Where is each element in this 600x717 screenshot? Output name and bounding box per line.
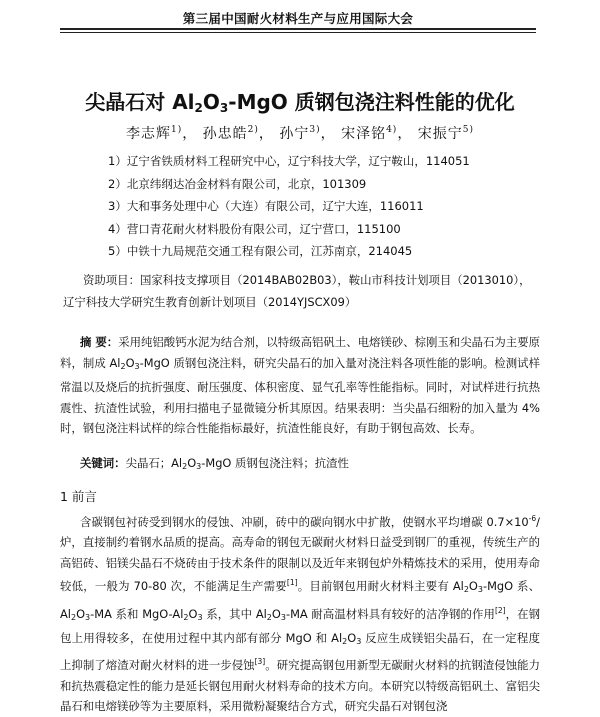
author-name: 宋泽铭 [341, 126, 387, 142]
abstract [60, 332, 540, 439]
body-text: -MgO 系、Al [60, 579, 540, 621]
body-subscript: 2 [183, 612, 189, 622]
abstract-text: 采用纯铝酸钙水泥为结合剂，以特级高铝矾土、电熔镁砂、棕刚玉和尖晶石为主要原料，制成 Al [60, 335, 540, 370]
body-subscript: 2 [463, 585, 469, 595]
citation-ref: [2] [494, 605, 506, 615]
body-text: O [347, 631, 357, 646]
body-subscript: 2 [70, 612, 77, 622]
abstract-text: O [125, 355, 135, 370]
affiliation-item: 2）北京纬纲达冶金材料有限公司，北京，101309 [108, 176, 367, 191]
body-text: O [271, 606, 281, 621]
body-text: ，在钢包上用得较多，在使用过程中其内部有部分 MgO 和 Al [60, 606, 540, 646]
body-subscript: 3 [356, 637, 362, 647]
affiliation-item: 3）大和事务处理中心（大连）有限公司，辽宁大连，116011 [108, 199, 424, 214]
header-rule-thin [60, 32, 536, 33]
body-text: O [188, 606, 198, 621]
author-mark: 1) [170, 125, 183, 135]
citation-ref: [1] [286, 578, 298, 588]
keywords-label: 关键词： [80, 456, 126, 470]
body-superscript: -6 [528, 514, 537, 523]
header-rule-thick [60, 28, 536, 30]
author-separator: ， [182, 126, 198, 142]
title-part: O [202, 90, 220, 115]
author-mark: 4) [386, 125, 398, 135]
author-mark: 5) [462, 125, 475, 135]
author-list [40, 120, 560, 144]
body-text: 反应生成镁铝尖晶石，在一定程度上抑制了熔渣对耐火材料的进一步侵蚀 [60, 631, 540, 673]
keyword-subscript: 3 [196, 462, 202, 471]
body-subscript: 3 [477, 585, 483, 595]
abstract-subscript: 2 [120, 361, 126, 371]
section-body [60, 509, 540, 717]
citation-ref: [3] [254, 657, 266, 667]
body-text: -MA 系和 MgO-Al [90, 606, 184, 621]
body-subscript: 3 [280, 612, 286, 622]
body-text: -MA 耐高温材料具有较好的洁净钢的作用 [285, 606, 495, 621]
title-part: 尖晶石对 Al [85, 90, 195, 115]
author-separator: ， [258, 126, 274, 142]
keywords [80, 454, 540, 476]
author-name: 孙忠皓 [202, 126, 248, 142]
abstract-text: -MgO 质钢包浇注料，研究尖晶石的加入量对浇注料各项性能的影响。检测试样常温以及烧后的抗折强度、耐压强度、体积密度、显气孔率等性能指标。同时，对试样进行抗热震性、抗渣性试验，利用扫描电子显微镜分析其原因。结果表明：当尖晶石细粉的加入量为 4%时，钢包浇注料试样的综合性能指标最好，抗渣性能良好，有助于钢包高效、长寿。 [60, 355, 541, 435]
author-name: 李志辉 [125, 126, 171, 142]
title-subscript: 3 [219, 101, 229, 116]
keyword-text: -MgO 质钢包浇注料；抗渣性 [201, 456, 349, 470]
body-subscript: 2 [342, 637, 348, 647]
body-text: /炉，直接制约着钢水品质的提高。高寿命的钢包无碳耐火材料日益受到钢厂的重视，传统生产的高铝砖、铝镁尖晶石不烧砖由于技术条件的限制以及近年来钢包炉外精炼技术的采用，使用寿命较低，一般为 70-80 次，不能满足生产需要 [60, 515, 540, 594]
body-text: 。研究提高钢包用新型无碳耐火材料的抗钢渣侵蚀能力和抗热震稳定性的能力是延长钢包用耐火材料寿命的技术方向。本研究以特级高铝矾土、富铝尖晶石和电熔镁砂等为主要原料，采用微粉凝聚结合方式，研究尖晶石对钢包浇 [60, 658, 540, 714]
author-mark: 2) [247, 125, 259, 135]
body-text: 系，其中 Al [202, 606, 267, 621]
author-separator: ， [320, 126, 336, 142]
title-subscript: 2 [194, 101, 203, 116]
body-subscript: 2 [266, 612, 272, 622]
running-header [60, 8, 536, 32]
paper-title [30, 89, 570, 121]
affiliation-item: 5）中铁十九局规范交通工程有限公司，江苏南京，214045 [108, 244, 413, 259]
affiliation-item: 4）营口青花耐火材料股份有限公司，辽宁营口，115100 [108, 221, 401, 236]
body-subscript: 3 [85, 612, 91, 622]
body-text: 含碳钢包衬砖受到钢水的侵蚀、冲刷，砖中的碳向钢水中扩散，使钢水平均增碳 0.7×10 [80, 515, 529, 529]
keyword-text: 尖晶石；Al [125, 456, 183, 470]
keyword-subscript: 2 [182, 462, 188, 471]
author-separator: ， [397, 126, 413, 142]
affiliation-list [108, 150, 548, 263]
body-text: 。目前钢包用耐火材料主要有 Al [297, 579, 464, 594]
abstract-subscript: 3 [134, 361, 140, 371]
conference-name: 第三届中国耐火材料生产与应用国际大会 [182, 11, 414, 26]
body-text: O [76, 606, 86, 621]
abstract-label: 摘 要： [80, 335, 119, 349]
author-name: 孙宁 [279, 126, 310, 142]
body-text: O [468, 579, 478, 594]
keyword-text: O [187, 456, 197, 470]
author-mark: 3) [309, 125, 321, 135]
affiliation-item: 1）辽宁省铁质材料工程研究中心，辽宁科技大学，辽宁鞍山，114051 [108, 154, 470, 168]
author-name: 宋振宁 [417, 126, 463, 142]
body-subscript: 3 [197, 612, 203, 622]
funding-note: 资助项目：国家科技支撑项目（2014BAB02B03），鞍山市科技计划项目（2013010），辽宁科技大学研究生教育创新计划项目（2014YJSCX09） [63, 273, 531, 309]
title-part: -MgO 质钢包浇注料性能的优化 [228, 90, 515, 115]
section-heading: 1 前言 [60, 489, 97, 504]
